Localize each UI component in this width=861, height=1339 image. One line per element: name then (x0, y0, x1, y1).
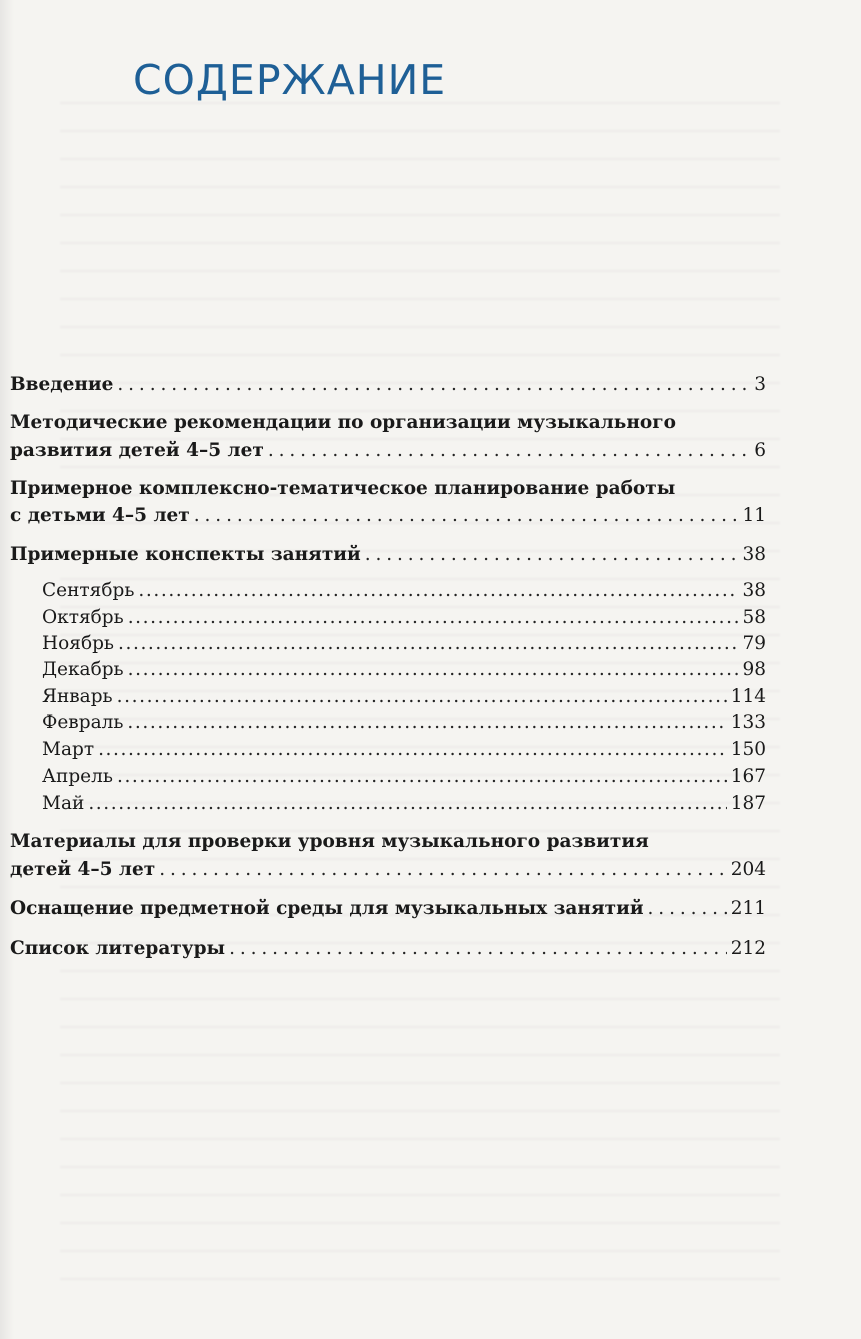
toc-entry-page: 38 (742, 580, 766, 601)
toc-entry-january (42, 684, 766, 710)
toc-entry-page: 38 (742, 544, 766, 565)
toc-entry-may (42, 791, 766, 817)
toc-entry-page: 212 (730, 938, 766, 959)
toc-entry-page: 58 (742, 607, 766, 628)
toc-entry-february (42, 710, 766, 736)
dot-leader (159, 857, 726, 883)
toc-entry-title: Оснащение предметной среды для музыкальных занятий (10, 898, 644, 919)
toc-entry-title: Ноябрь (42, 633, 114, 654)
toc-entry-title: Апрель (42, 766, 113, 787)
toc-entry-title: Октябрь (42, 607, 124, 628)
toc-entry-september (42, 578, 766, 604)
dot-leader (648, 896, 727, 922)
toc-entry-page: 6 (754, 440, 766, 461)
toc-entry-march (42, 737, 766, 763)
dot-leader (138, 578, 738, 604)
dot-leader (117, 684, 727, 710)
toc-entry-page: 133 (730, 712, 766, 733)
toc-entry-title: Введение (10, 374, 114, 395)
toc-entry-title: Декабрь (42, 659, 124, 680)
toc-entry-october (42, 605, 766, 631)
toc-entry-assessment-line1: Материалы для проверки уровня музыкального развития (10, 831, 649, 852)
toc-entry-page: 11 (742, 505, 766, 526)
toc-entry-title: Список литературы (10, 938, 226, 959)
toc-entry-december (42, 657, 766, 683)
toc-entry-assessment (10, 857, 766, 883)
toc-entry-page: 167 (730, 766, 766, 787)
dot-leader (98, 737, 727, 763)
toc-entry-page: 150 (730, 739, 766, 760)
toc-entry-methodology (10, 438, 766, 464)
dot-leader (365, 542, 739, 568)
toc-entry-page: 187 (730, 793, 766, 814)
toc-entry-november (42, 631, 766, 657)
toc-entry-title: Март (42, 739, 95, 760)
contents-heading: СОДЕРЖАНИЕ (133, 56, 447, 104)
dot-leader (128, 657, 739, 683)
toc-entry-page: 3 (754, 374, 766, 395)
toc-entry-title: с детьми 4–5 лет (10, 505, 190, 526)
dot-leader (194, 503, 739, 529)
toc-entry-bibliography (10, 936, 766, 962)
toc-entry-title: Февраль (42, 712, 124, 733)
toc-entry-page: 79 (742, 633, 766, 654)
toc-entry-introduction (10, 372, 766, 398)
toc-entry-methodology-line1: Методические рекомендации по организации музыкального (10, 412, 676, 433)
dot-leader (117, 764, 727, 790)
toc-entry-planning-line1: Примерное комплексно-тематическое планирование работы (10, 478, 676, 499)
toc-entry-title: Примерные конспекты занятий (10, 544, 361, 565)
toc-entry-title: Январь (42, 686, 113, 707)
dot-leader (128, 605, 739, 631)
toc-entry-equipment (10, 896, 766, 922)
toc-entry-planning (10, 503, 766, 529)
toc-entry-title: детей 4–5 лет (10, 859, 156, 880)
toc-entry-title: Май (42, 793, 85, 814)
dot-leader (127, 710, 726, 736)
toc-entry-page: 211 (730, 898, 766, 919)
dot-leader (268, 438, 750, 464)
dot-leader (88, 791, 726, 817)
dot-leader (229, 936, 727, 962)
toc-entry-page: 98 (742, 659, 766, 680)
toc-entry-page: 114 (730, 686, 766, 707)
toc-entry-april (42, 764, 766, 790)
dot-leader (117, 372, 750, 398)
toc-entry-title: Сентябрь (42, 580, 135, 601)
toc-entry-page: 204 (730, 859, 766, 880)
toc-entry-lesson-notes (10, 542, 766, 568)
toc-entry-title: развития детей 4–5 лет (10, 440, 264, 461)
dot-leader (118, 631, 738, 657)
